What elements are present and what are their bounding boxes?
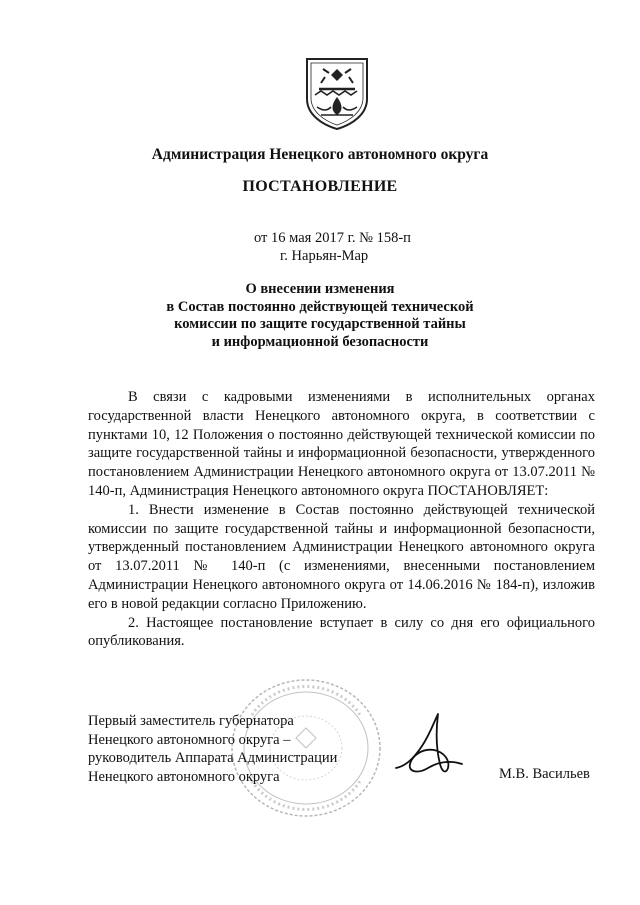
subject-line: в Состав постоянно действующей технической <box>166 298 474 315</box>
signatory-position <box>88 712 337 786</box>
document-city: г. Нарьян-Мар <box>280 248 369 264</box>
subject-line: комиссии по защите государственной тайны <box>174 316 466 333</box>
coat-of-arms-icon <box>301 55 373 131</box>
document-subject <box>0 281 640 351</box>
subject-line: О внесении изменения <box>245 281 395 297</box>
signatory-line: Первый заместитель губернатора <box>88 713 294 729</box>
signatory-line: Ненецкого автономного округа <box>88 768 280 785</box>
subject-line: и информационной безопасности <box>211 333 429 350</box>
body-paragraph: 1. Внести изменение в Состав постоянно действующей технической комиссии по защите государственной тайны и информационной безопасности, утвержденный постановлением Администрации Ненецкого автономного округа от 13.07.2011 № 140-п (с изменениями, внесенными постановлением Администрации Ненецкого автономного округа от 14.06.2016 № 184-п), изложив его в новой редакции согласно Приложению. <box>88 501 595 612</box>
signatory-line: Ненецкого автономного округа – <box>88 731 291 748</box>
body-paragraph: В связи с кадровыми изменениями в исполнительных органах государственной власти Ненецкого автономного округа, в соответствии с пунктами 10, 12 Положения о постоянно действующей технической комиссии по защите государственной тайны и информационной безопасности, утвержденного постановлением Администрации Ненецкого автономного округа от 13.07.2011 № 140-п, Администрация Ненецкого автономного округа ПОСТАНОВЛЯЕТ: <box>88 389 595 499</box>
document-type-title: ПОСТАНОВЛЕНИЕ <box>242 178 398 195</box>
signatory-name: М.В. Васильев <box>499 766 590 782</box>
signatory-line: руководитель Аппарата Администрации <box>88 750 338 767</box>
body-paragraph: 2. Настоящее постановление вступает в силу со дня его официального опубликования. <box>88 614 595 650</box>
document-body <box>88 388 595 651</box>
document-date-number: от 16 мая 2017 г. № 158-п <box>254 230 411 246</box>
organization-title: Администрация Ненецкого автономного округа <box>151 146 489 163</box>
handwritten-signature-icon <box>392 708 472 784</box>
